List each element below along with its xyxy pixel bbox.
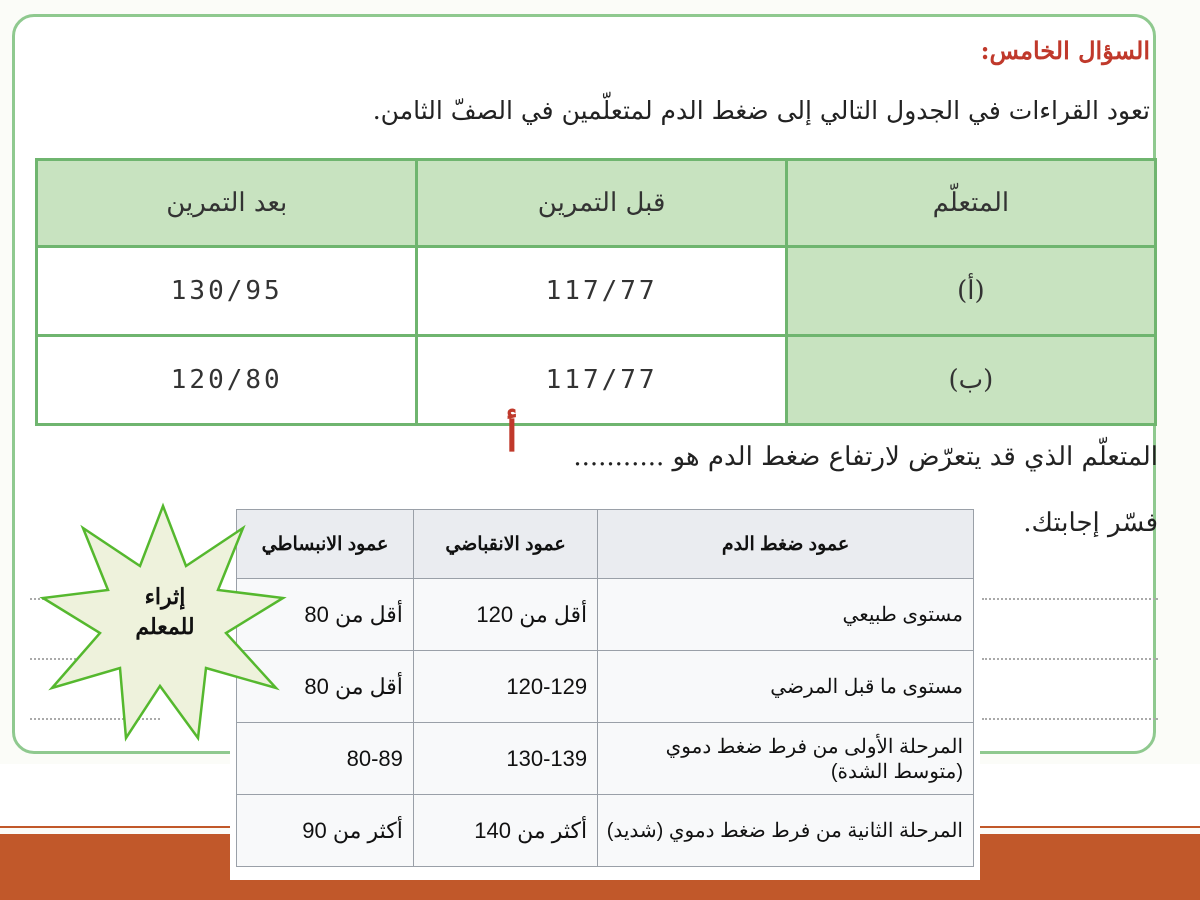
blood-pressure-table [35, 158, 1157, 426]
header-after: بعد التمرين [37, 160, 417, 247]
answer-line [982, 658, 1158, 660]
level-cell: المرحلة الأولى من فرط ضغط دموي (متوسط الشدة) [598, 723, 974, 795]
ref-header-systolic: عمود الانقباضي [413, 510, 597, 579]
table-row [237, 795, 974, 867]
header-student: المتعلّم [786, 160, 1155, 247]
systolic-cell: 130-139 [413, 723, 597, 795]
question-explain: فسّر إجابتك. [1023, 508, 1158, 538]
header-before: قبل التمرين [417, 160, 786, 247]
before-cell: 117/77 [417, 247, 786, 336]
table-row [237, 723, 974, 795]
diastolic-cell: أقل من 80 [237, 579, 414, 651]
answer-line [982, 718, 1158, 720]
answer-marker: أ [506, 412, 518, 461]
diastolic-cell: أكثر من 90 [237, 795, 414, 867]
level-cell: المرحلة الثانية من فرط ضغط دموي (شديد) [598, 795, 974, 867]
diastolic-cell: أقل من 80 [237, 651, 414, 723]
question-intro: تعود القراءات في الجدول التالي إلى ضغط الدم لمتعلّمين في الصفّ الثامن. [372, 96, 1150, 125]
table-row [237, 579, 974, 651]
level-cell: مستوى طبيعي [598, 579, 974, 651]
reference-panel [230, 505, 980, 880]
enrichment-line1: إثراء [144, 584, 186, 609]
before-cell: 117/77 [417, 336, 786, 425]
systolic-cell: 120-129 [413, 651, 597, 723]
reference-header-row [237, 510, 974, 579]
after-cell: 130/95 [37, 247, 417, 336]
systolic-cell: أقل من 120 [413, 579, 597, 651]
after-cell: 120/80 [37, 336, 417, 425]
answer-line [982, 598, 1158, 600]
level-cell: مستوى ما قبل المرضي [598, 651, 974, 723]
enrichment-label [110, 582, 220, 642]
table-row [37, 247, 1156, 336]
student-cell: (ب) [786, 336, 1155, 425]
enrichment-line2: للمعلم [135, 614, 195, 639]
question-prompt: المتعلّم الذي قد يتعرّض لارتفاع ضغط الدم هو ........... [573, 442, 1158, 472]
table-row [37, 336, 1156, 425]
question-title: السؤال الخامس: [980, 36, 1150, 65]
diastolic-cell: 80-89 [237, 723, 414, 795]
table-header-row [37, 160, 1156, 247]
ref-header-level: عمود ضغط الدم [598, 510, 974, 579]
ref-header-diastolic: عمود الانبساطي [237, 510, 414, 579]
reference-table [236, 509, 974, 867]
table-row [237, 651, 974, 723]
systolic-cell: أكثر من 140 [413, 795, 597, 867]
student-cell: (أ) [786, 247, 1155, 336]
